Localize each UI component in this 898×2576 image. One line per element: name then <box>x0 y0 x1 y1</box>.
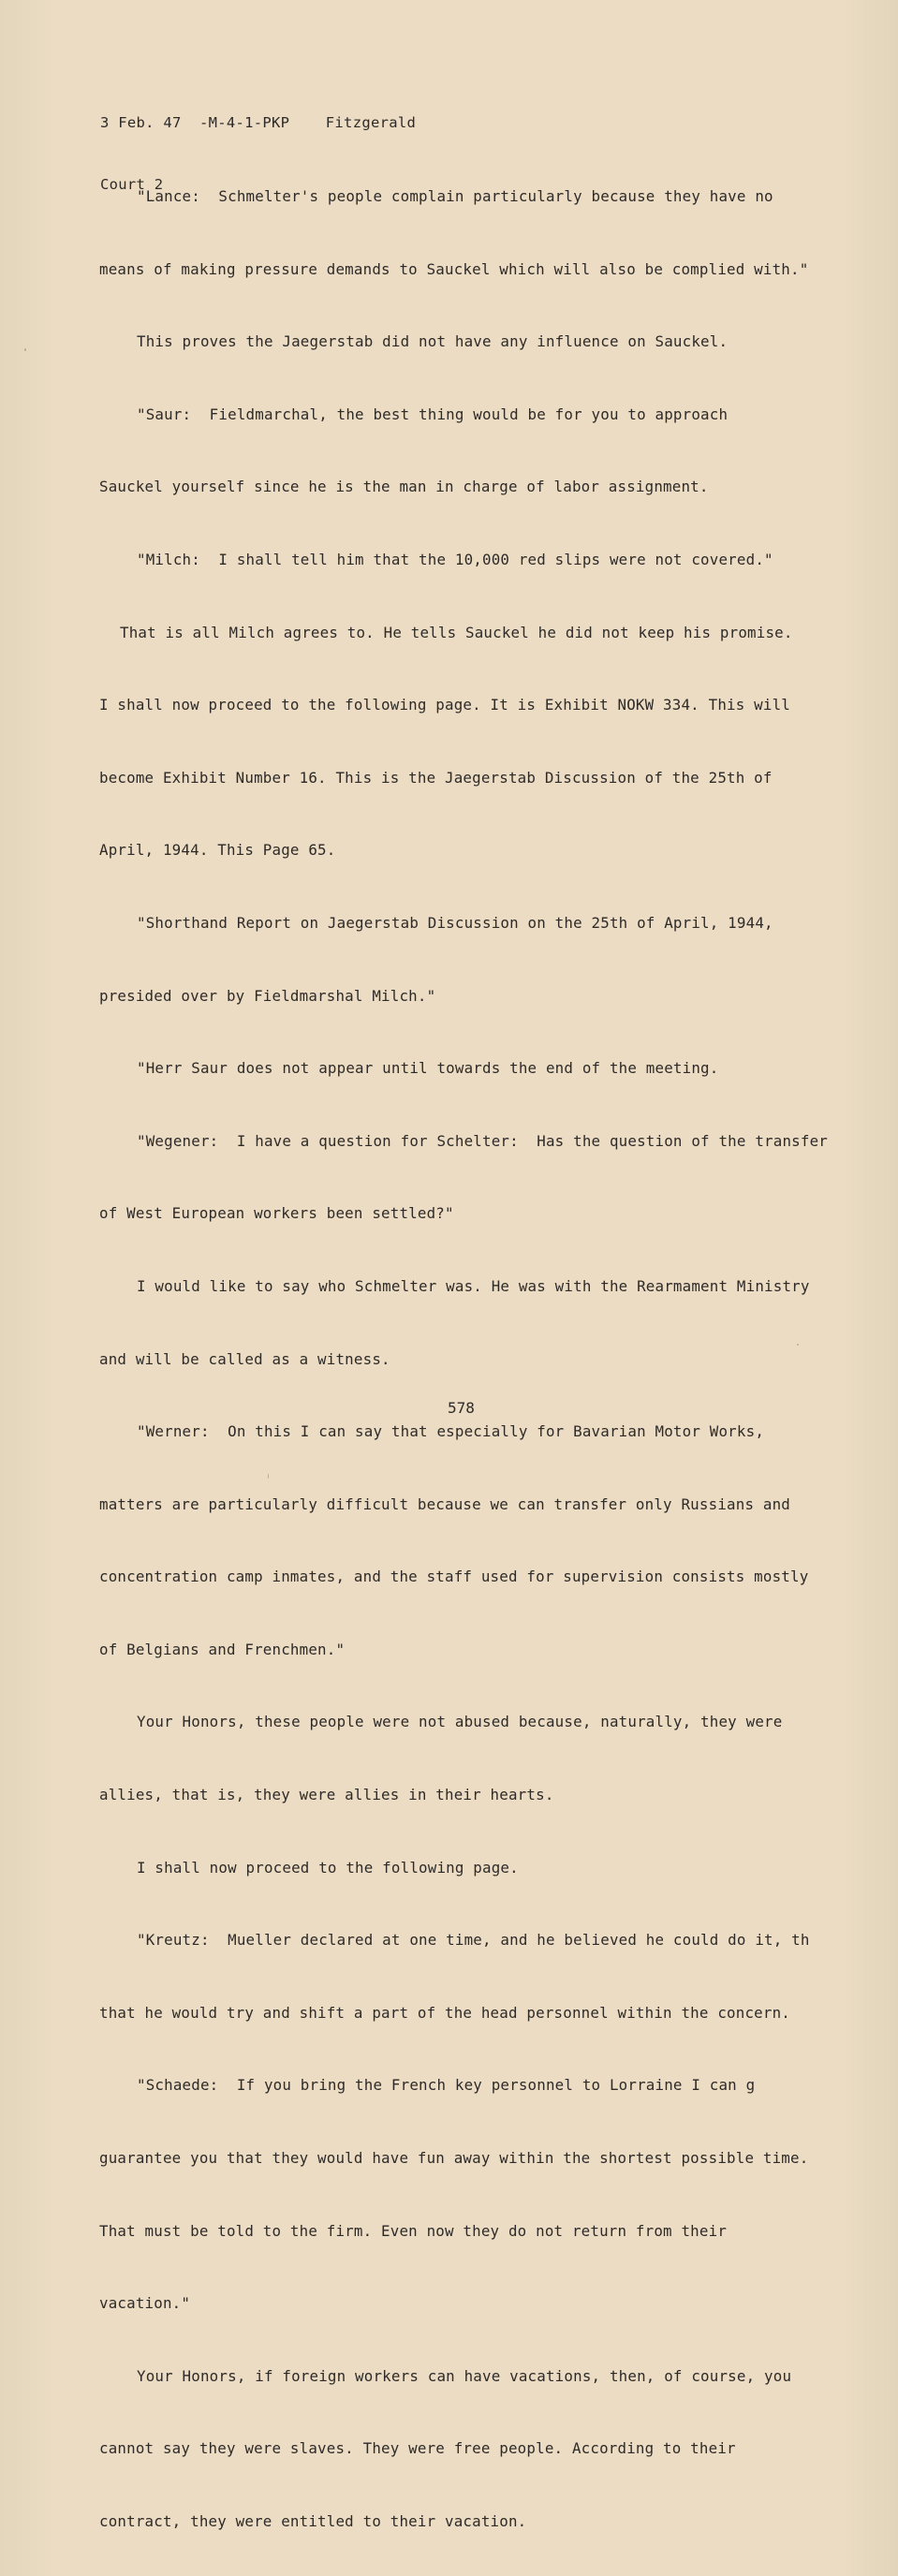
transcript-line: I shall now proceed to the following page. It is Exhibit NOKW 334. This will <box>99 696 790 714</box>
paper-speck <box>797 1344 799 1346</box>
transcript-line: "Werner: On this I can say that especially for Bavarian Motor Works, <box>137 1422 765 1441</box>
transcript-line: concentration camp inmates, and the staff used for supervision consists mostly <box>99 1568 809 1586</box>
transcript-line: of West European workers been settled?" <box>99 1204 454 1223</box>
transcript-body <box>99 142 848 2576</box>
transcript-line: This proves the Jaegerstab did not have any influence on Sauckel. <box>137 332 729 351</box>
transcript-line: allies, that is, they were allies in their hearts. <box>99 1786 554 1804</box>
transcript-line: "Wegener: I have a question for Schelter: Has the question of the transfer <box>137 1131 828 1150</box>
transcript-line: "Lance: Schmelter's people complain particularly because they have no <box>137 187 773 205</box>
paper-speck <box>24 348 26 351</box>
transcript-line: vacation." <box>99 2294 191 2313</box>
transcript-line: I shall now proceed to the following page. <box>137 1858 519 1877</box>
transcript-line: Your Honors, if foreign workers can have vacations, then, of course, you <box>137 2366 792 2385</box>
transcript-line: I would like to say who Schmelter was. He was with the Rearmament Ministry <box>137 1276 810 1295</box>
transcript-line: contract, they were entitled to their vacation. <box>99 2512 527 2530</box>
transcript-line: That is all Milch agrees to. He tells Sauckel he did not keep his promise. <box>120 623 793 641</box>
transcript-line: Sauckel yourself since he is the man in charge of labor assignment. <box>99 478 709 496</box>
transcript-line: cannot say they were slaves. They were free people. According to their <box>99 2439 736 2458</box>
header-date-line: 3 Feb. 47 -M-4-1-PKP Fitzgerald <box>100 114 417 131</box>
transcript-line: and will be called as a witness. <box>99 1349 390 1368</box>
transcript-line: "Schaede: If you bring the French key personnel to Lorraine I can g <box>137 2076 756 2095</box>
transcript-line: "Shorthand Report on Jaegerstab Discussion on the 25th of April, 1944, <box>137 913 773 932</box>
transcript-line: "Saur: Fieldmarchal, the best thing would be for you to approach <box>137 405 729 423</box>
transcript-line: presided over by Fieldmarshal Milch." <box>99 986 436 1005</box>
transcript-line: means of making pressure demands to Sauckel which will also be complied with." <box>99 259 809 278</box>
transcript-line: "Herr Saur does not appear until towards the end of the meeting. <box>137 1059 719 1078</box>
transcript-line: Your Honors, these people were not abused because, naturally, they were <box>137 1713 783 1731</box>
transcript-line: That must be told to the firm. Even now they do not return from their <box>99 2221 728 2240</box>
transcript-line: guarantee you that they would have fun away within the shortest possible time. <box>99 2149 809 2168</box>
transcript-line: that he would try and shift a part of the head personnel within the concern. <box>99 2003 790 2022</box>
transcript-line: become Exhibit Number 16. This is the Jaegerstab Discussion of the 25th of <box>99 768 773 787</box>
transcript-line: matters are particularly difficult because we can transfer only Russians and <box>99 1494 790 1513</box>
transcript-line: "Kreutz: Mueller declared at one time, and he believed he could do it, th <box>137 1931 810 1950</box>
header-court-line: Court 2 <box>100 176 164 193</box>
transcript-line: April, 1944. This Page 65. <box>99 841 336 860</box>
paper-speck <box>268 1474 269 1479</box>
transcript-line: of Belgians and Frenchmen." <box>99 1640 346 1658</box>
transcript-line: "Milch: I shall tell him that the 10,000 red slips were not covered." <box>137 550 773 568</box>
page-number: 578 <box>448 1399 475 1417</box>
